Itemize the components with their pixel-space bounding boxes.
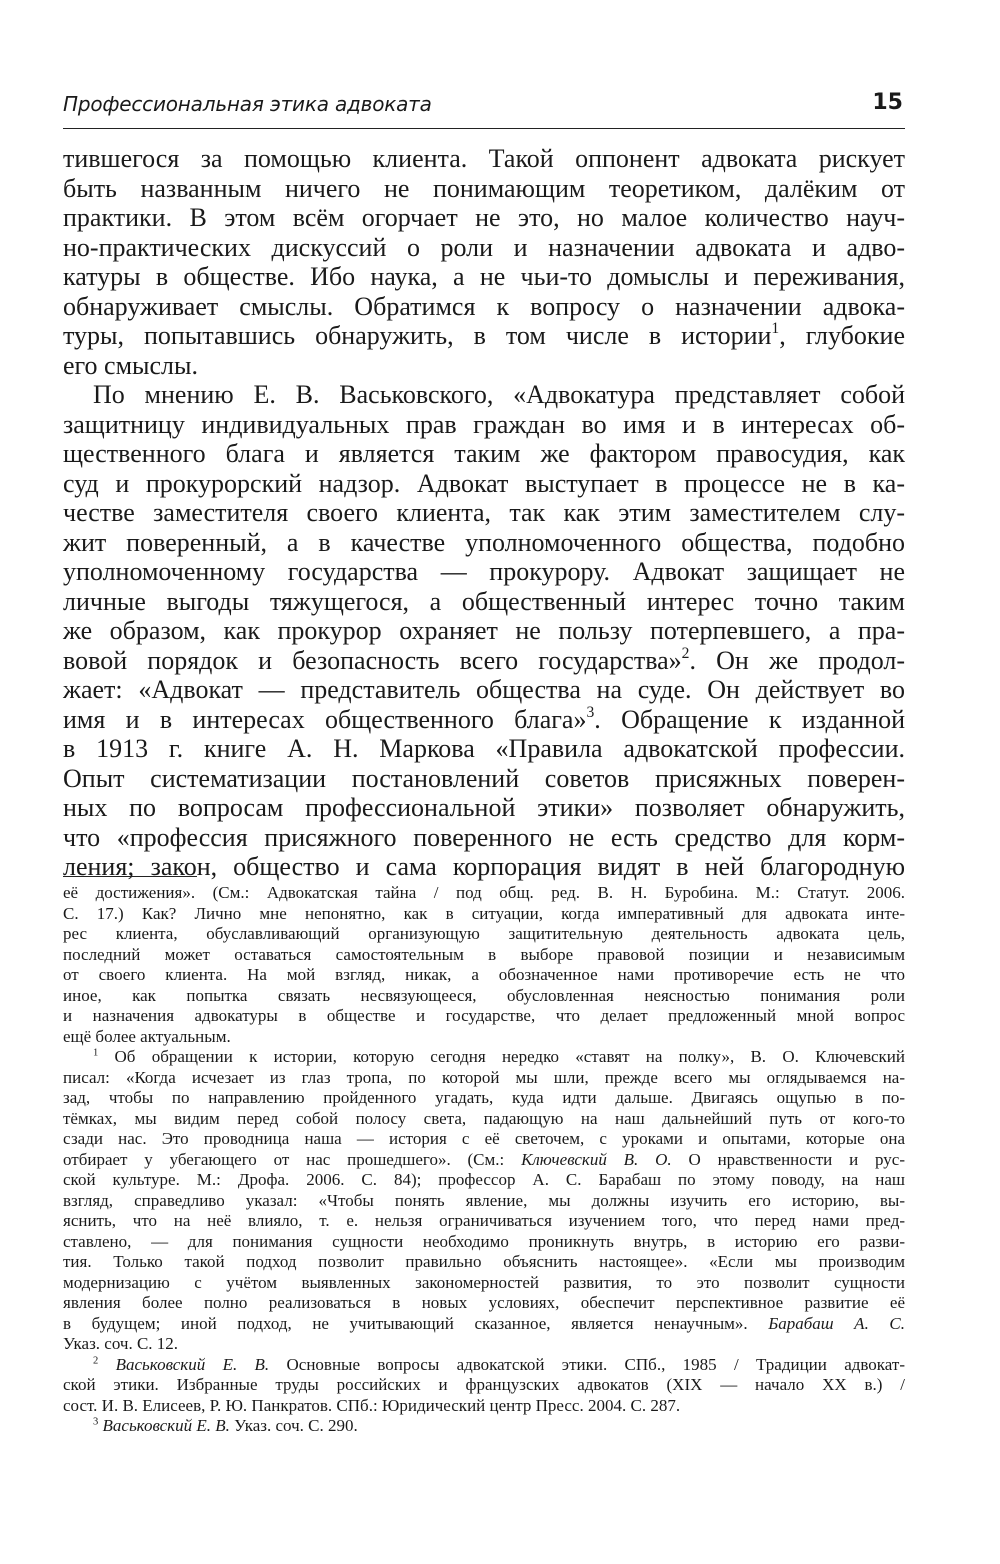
footnote-ref-2[interactable]: 2 <box>681 644 690 662</box>
text-line: его смыслы. <box>63 350 199 380</box>
text-line: ных по вопросам профессиональной этики» позволяет обнаружить, <box>63 793 905 822</box>
footnote-line: С. 17.) Как? Лично мне непонятно, как в ситуации, когда императивный для адвоката инте- <box>63 903 905 923</box>
page-number: 15 <box>872 90 903 115</box>
footnote-line: её достижения». (См.: Адвокатская тайна / под общ. ред. В. Н. Буробина. М.: Статут. 2006. <box>63 883 905 902</box>
text-line: катуры в обществе. Ибо наука, а не чьи-то домыслы и переживания, <box>63 262 905 291</box>
running-header <box>63 88 905 129</box>
footnote-text: Об обращении к истории, которую сегодня нередко «ставят на полку», В. О. Ключевский <box>98 1047 905 1066</box>
footnote-line: ской культуре. М.: Дрофа. 2006. С. 84); профессор А. С. Барабаш по этому поводу, на наш <box>63 1170 905 1189</box>
text-line: щественного блага и является таким же фактором правосудия, как <box>63 439 905 468</box>
text-line: суд и прокурорский надзор. Адвокат выступает в процессе не в ка- <box>63 468 905 498</box>
footnote-line: сзади нас. Это проводница наша — история с её светочем, с уроками и опытами, которые она <box>63 1129 905 1148</box>
footnote-line: ещё более актуальным. <box>63 1026 231 1046</box>
text-fragment: . Обращение к изданной <box>594 704 905 734</box>
footnote-text: Указ. соч. С. 290. <box>229 1416 358 1435</box>
text-line: защитницу индивидуальных прав граждан во имя и в интересах об- <box>63 409 905 439</box>
footnote-2 <box>63 1355 905 1376</box>
text-line: личные выгоды тяжущегося, а общественный интерес точно таким <box>63 586 905 616</box>
footnote-line: сост. И. В. Елисеев, Р. Ю. Панкратов. СПб.: Юридический центр Пресс. 2004. С. 287. <box>63 1395 681 1415</box>
text-line: жает: «Адвокат — представитель общества на суде. Он действует во <box>63 675 905 704</box>
footnote-line: тия. Только такой подход позволит правильно объяснить настоящее». «Если мы производим <box>63 1252 905 1271</box>
footnote-line: писал: «Когда исчезает из глаз тропа, по которой мы шли, прежде всего мы оглядываемся на- <box>63 1067 905 1087</box>
footnotes <box>63 883 905 1437</box>
text-line: обнаруживает смыслы. Обратимся к вопросу о назначении адвока- <box>63 291 905 321</box>
footnote-line <box>63 1314 905 1335</box>
text-fragment: вовой порядок и безопасность всего государства» <box>63 645 682 675</box>
text-line: в 1913 г. книге А. Н. Маркова «Правила адвокатской профессии. <box>63 734 905 763</box>
footnote-text: Основные вопросы адвокатской этики. СПб., 1985 / Традиции адвокат- <box>269 1354 906 1374</box>
footnote-line: взгляд, справедливо указал: «Чтобы понять явление, мы должны изучить его историю, вы- <box>63 1190 905 1210</box>
footnote-line: Указ. соч. С. 12. <box>63 1334 179 1353</box>
footnote-line: и назначения адвокатуры в обществе и государстве, что делает предложенный мной вопрос <box>63 1006 905 1025</box>
text-line: быть названным ничего не понимающим теоретиком, далёким от <box>63 173 905 203</box>
footnote-line: явления более полно реализоваться в новых условиях, обеспечит перспективное развитие её <box>63 1293 905 1312</box>
text-fragment: туры, попытавшись обнаружить, в том числе в истории <box>63 321 772 350</box>
cited-author: Барабаш А. С. <box>768 1313 905 1333</box>
text-line: честве заместителя своего клиента, так как этим заместителем слу- <box>63 498 905 527</box>
footnote-line: иное, как попытка связать несвязующееся, обусловленная неясностью понимания роли <box>63 985 905 1005</box>
text-line: ления; закон, общество и сама корпорация видят в ней благородную <box>63 852 905 881</box>
text-line: что «профессия присяжного поверенного не есть средство для корм- <box>63 822 905 852</box>
text-line: же образом, как прокурор охраняет не пользу потерпевшего, а пра- <box>63 616 905 645</box>
text-fragment: . Он же продол- <box>689 645 905 675</box>
footnote-divider <box>63 876 197 877</box>
footnote-line: от своего клиента. На мой взгляд, никак, а обозначенное нами противоречие есть не что <box>63 965 905 984</box>
footnote-line: последний может оставаться самостоятельным в выборе правовой позиции и независимым <box>63 944 905 964</box>
text-line <box>63 321 905 351</box>
text-line <box>63 705 905 735</box>
footnote-line: яснить, что на неё влияло, т. е. нельзя ограничиваться изучением того, что перед нами пред- <box>63 1211 905 1230</box>
text-fragment: , глубокие <box>779 321 905 350</box>
footnote-line: ставлено, — для понимания сущности необходимо проникнуть внутрь, в историю его разви- <box>63 1231 905 1251</box>
footnote-text: О нравственности и рус- <box>671 1149 905 1169</box>
text-line: тившегося за помощью клиента. Такой оппонент адвоката рискует <box>63 144 905 173</box>
text-line: уполномоченному государства — прокурору. Адвокат защищает не <box>63 557 905 586</box>
running-title: Профессиональная этика адвоката <box>63 92 432 116</box>
footnote-mark: 3 <box>93 1416 99 1428</box>
footnote-line: рес клиента, обуславливающий организующую защитительную деятельность адвоката цель, <box>63 924 905 943</box>
footnote-ref-1[interactable]: 1 <box>771 320 780 338</box>
footnote-line: зад, чтобы по направлению пройденного угадать, куда идти дальше. Двигаясь ощупью в по- <box>63 1088 905 1107</box>
text-line: практики. В этом всём огорчает не это, но малое количество науч- <box>63 203 905 232</box>
footnote-line <box>63 1150 905 1171</box>
text-line: жит поверенный, а в качестве уполномоченного общества, подобно <box>63 527 905 557</box>
footnote-ref-3[interactable]: 3 <box>586 703 595 721</box>
cited-author: Васьковский Е. В. <box>102 1416 230 1435</box>
text-line: По мнению Е. В. Васьковского, «Адвокатура представляет собой <box>93 380 905 409</box>
footnote-text: отбирает у убегающего от нас прошедшего». (См.: <box>63 1149 522 1169</box>
footnote-1 <box>63 1047 905 1068</box>
footnote-text: в будущем; иной подход, не учитывающий сказанное, является ненаучным». <box>63 1313 769 1333</box>
cited-author: Васьковский Е. В. <box>115 1354 270 1374</box>
footnote-mark: 1 <box>93 1047 99 1059</box>
text-line <box>63 646 905 676</box>
text-fragment: имя и в интересах общественного блага» <box>63 704 587 734</box>
footnote-line: ской этики. Избранные труды российских и французских адвокатов (XIX — начало XX в.) / <box>63 1375 905 1394</box>
footnote-line: модернизацию с учётом выявленных закономерностей развития, то это позволит сущности <box>63 1272 905 1292</box>
text-line: но-практических дискуссий о роли и назначении адвоката и адво- <box>63 232 905 262</box>
text-line: Опыт систематизации постановлений советов присяжных поверен- <box>63 763 905 793</box>
cited-author: Ключевский В. О. <box>521 1149 672 1169</box>
main-text <box>63 144 905 882</box>
footnote-mark: 2 <box>93 1355 99 1367</box>
footnote-3 <box>63 1416 905 1437</box>
footnote-line: тёмках, мы видим перед собой полосу света, падающую на наш дальнейший путь от кого-то <box>63 1108 905 1128</box>
